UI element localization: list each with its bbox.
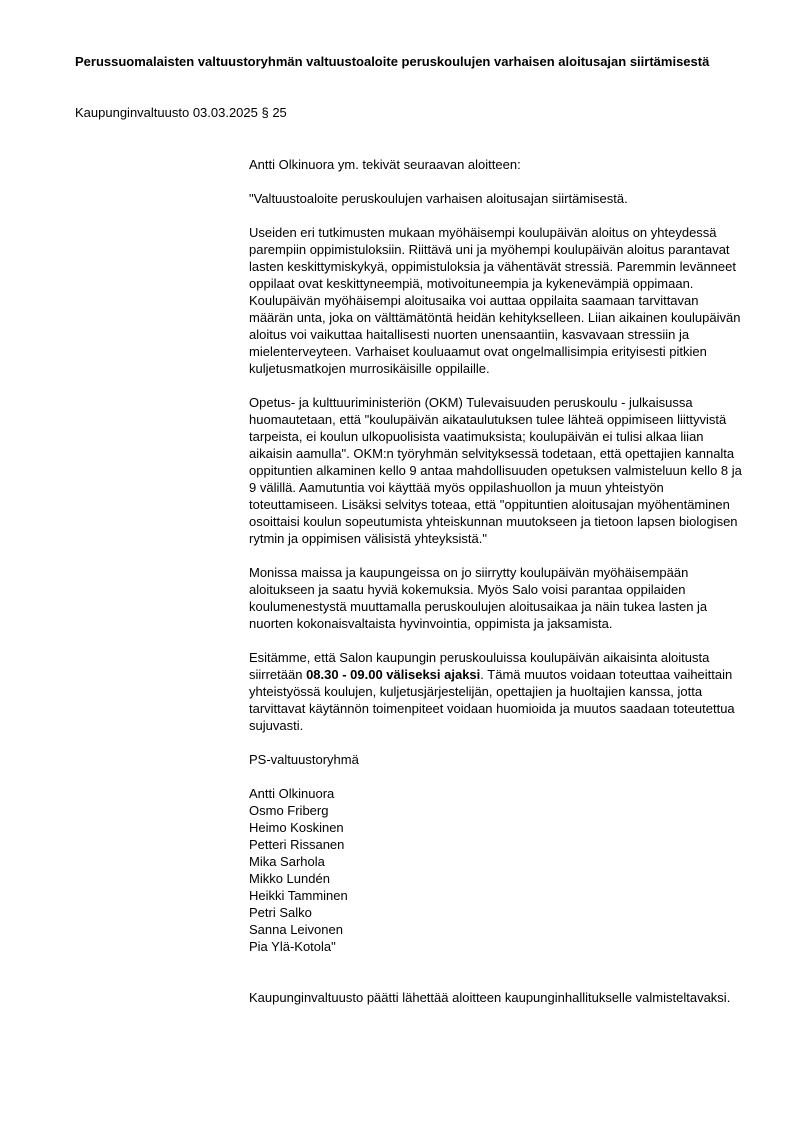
signatory: Mika Sarhola — [249, 854, 325, 869]
paragraph-experiences: Monissa maissa ja kaupungeissa on jo siirrytty koulupäivän myöhäisempään aloitukseen ja saatu hyviä kokemuksia. Myös Salo voisi parantaa oppilaiden koulumenestystä muuttamalla peruskoulujen aloitusaikaa ja näin tukea lasten ja nuorten kokonaisvaltaista hyvinvointia, oppimista ja jaksamista. — [249, 565, 708, 631]
proposal-time-range: 08.30 - 09.00 väliseksi ajaksi — [306, 667, 481, 682]
signatory: Mikko Lundén — [249, 871, 330, 886]
decision-paragraph: Kaupunginvaltuusto päätti lähettää aloitteen kaupunginhallitukselle valmisteltavaksi. — [249, 990, 731, 1005]
signatory: Antti Olkinuora — [249, 786, 335, 801]
signatory: Pia Ylä-Kotola" — [249, 939, 336, 954]
signatory: Petri Salko — [249, 905, 312, 920]
signatory: Osmo Friberg — [249, 803, 329, 818]
document-body — [249, 156, 744, 1023]
document-title: Perussuomalaisten valtuustoryhmän valtuustoaloite peruskoulujen varhaisen aloitusajan siirtämisestä — [75, 54, 710, 69]
proposal-text-after: . Tämä muutos voidaan toteuttaa vaiheittain yhteistyössä koulujen, kuljetusjärjestelijän, opettajien ja huoltajien kanssa, jotta tarvittavat käytännön toimenpiteet voidaan huomioida ja muutos saadaan toteutettua sujuvasti. — [249, 667, 735, 733]
signatory-list — [249, 785, 744, 955]
signatory: Sanna Leivonen — [249, 922, 343, 937]
signatory: Heikki Tamminen — [249, 888, 348, 903]
initiative-heading: "Valtuustoaloite peruskoulujen varhaisen aloitusajan siirtämisestä. — [249, 191, 628, 206]
meeting-reference: Kaupunginvaltuusto 03.03.2025 § 25 — [75, 105, 287, 120]
group-name: PS-valtuustoryhmä — [249, 752, 359, 767]
paragraph-proposal — [249, 649, 744, 734]
signatory: Petteri Rissanen — [249, 837, 345, 852]
signatory: Heimo Koskinen — [249, 820, 344, 835]
intro-line: Antti Olkinuora ym. tekivät seuraavan aloitteen: — [249, 157, 521, 172]
paragraph-okm: Opetus- ja kulttuuriministeriön (OKM) Tulevaisuuden peruskoulu - julkaisussa huomautetaan, että "koulupäivän aikataulutuksen tulee lähteä oppimiseen liittyvistä tarpeista, ei koulun ulkopuolisista vaatimuksista; koulupäivän ei tulisi alkaa liian aikaisin aamulla". OKM:n työryhmän selvityksessä todetaan, että opettajien kannalta oppituntien alkaminen kello 9 antaa mahdollisuuden opetuksen valmisteluun kello 8 ja 9 välillä. Aamutuntia voi käyttää myös oppilashuollon ja muun yhteistyön toteuttamiseen. Lisäksi selvitys toteaa, että "oppituntien aloitusajan myöhentäminen osoittaisi koulun sopeutumista yhteiskunnan muutokseen ja tietoon lapsen biologisen rytmin ja oppimisen välisistä yhteyksistä." — [249, 395, 742, 546]
paragraph-research: Useiden eri tutkimusten mukaan myöhäisempi koulupäivän aloitus on yhteydessä parempiin oppimistuloksiin. Riittävä uni ja myöhempi koulupäivän aloitus parantavat lasten keskittymiskykyä, oppimistuloksia ja vähentävät stressiä. Paremmin levänneet oppilaat ovat keskittyneempiä, motivoituneempia ja kykenevämpiä oppimaan. Koulupäivän myöhäisempi aloitusaika voi auttaa oppilaita saamaan tarvittavan määrän unta, joka on välttämätöntä heidän kehitykselleen. Liian aikainen koulupäivän aloitus voi vaikuttaa haitallisesti nuorten unensaantiin, kasvavaan stressiin ja mielenterveyteen. Varhaiset kouluaamut ovat ongelmallisimpia erityisesti pitkien kuljetusmatkojen murrosikäisille oppilaille. — [249, 225, 741, 376]
proposal-text-before: Esitämme, että Salon kaupungin peruskouluissa koulupäivän aikaisinta aloitusta siirretään — [249, 650, 710, 682]
